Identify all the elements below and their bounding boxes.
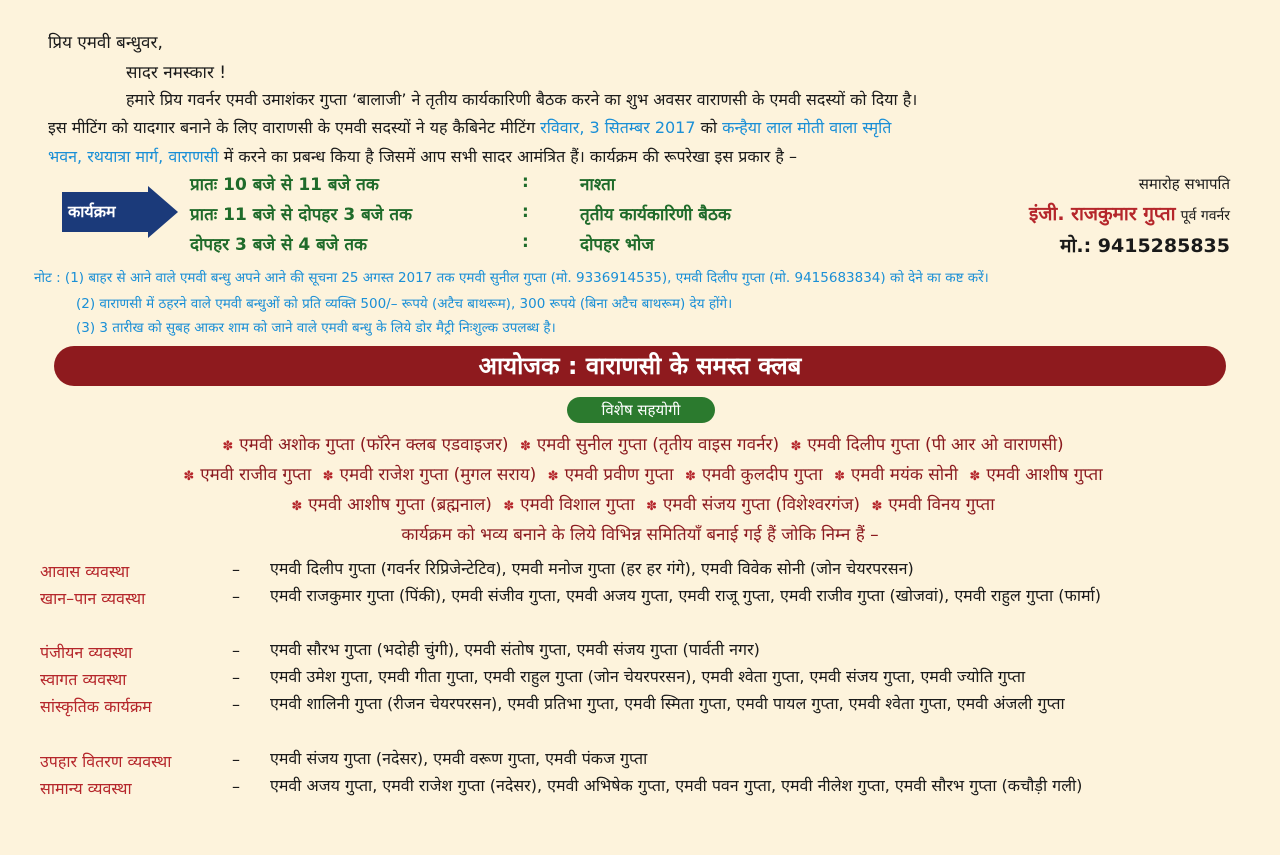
committee-name: आवास व्यवस्था [40, 562, 130, 581]
committee-members: एमवी सौरभ गुप्ता (भदोही चुंगी), एमवी संतोष गुप्ता, एमवी संजय गुप्ता (पार्वती नगर) [270, 640, 760, 659]
star-icon: ✽ [519, 439, 531, 454]
helper-name: एमवी संजय गुप्ता (विशेश्वरगंज) [663, 495, 861, 515]
chair-phone: मो.: 9415285835 [1060, 235, 1230, 257]
special-helpers-row-2 [0, 462, 1280, 485]
committee-members: एमवी राजकुमार गुप्ता (पिंकी), एमवी संजीव गुप्ता, एमवी अजय गुप्ता, एमवी राजू गुप्ता, एमवी राजीव गुप्ता (खोजवां), एमवी राहुल गुप्ता (फार्मा) [270, 586, 1101, 605]
program-label: कार्यक्रम [68, 202, 116, 221]
star-icon: ✽ [291, 499, 303, 514]
schedule-time-1: प्रातः 10 बजे से 11 बजे तक [190, 175, 379, 195]
helper-name: एमवी राजेश गुप्ता (मुगल सराय) [339, 465, 537, 485]
helper-name: एमवी सुनील गुप्ता (तृतीय वाइस गवर्नर) [536, 435, 780, 455]
helper-name: एमवी विनय गुप्ता [888, 495, 995, 515]
committee-dash: – [232, 641, 240, 660]
star-icon: ✽ [834, 469, 845, 484]
note-1: नोट : (1) बाहर से आने वाले एमवी बन्धु अपने आने की सूचना 25 अगस्त 2017 तक एमवी सुनील गुप्ता (मो. 9336914535), एमवी दिलीप गुप्ता (मो. 9415683834) को देने का कष्ट करें। [34, 270, 989, 286]
star-icon: ✽ [547, 469, 559, 484]
helper-name: एमवी आशीष गुप्ता [986, 465, 1103, 485]
helper-name: एमवी मयंक सोनी [850, 465, 959, 485]
special-helpers-row-1 [0, 432, 1280, 455]
organizer-banner: आयोजक : वाराणसी के समस्त क्लब [54, 346, 1226, 386]
para3-text: में करने का प्रबन्ध किया है जिसमें आप सभी सादर आमंत्रित हैं। कार्यक्रम की रूपरेखा इस प्रकार है – [223, 147, 797, 166]
schedule-event-3: दोपहर भोज [580, 235, 654, 255]
letter-para-1: हमारे प्रिय गवर्नर एमवी उमाशंकर गुप्ता ‘बालाजी’ ने तृतीय कार्यकारिणी बैठक करने का शुभ अवसर वाराणसी के एमवी सदस्यों को दिया है। [126, 90, 918, 109]
schedule-sep-2: : [522, 202, 529, 222]
chair-role: पूर्व गवर्नर [1180, 208, 1230, 224]
special-helpers-label: विशेष सहयोगी [567, 397, 715, 423]
salutation: प्रिय एमवी बन्धुवर, [48, 33, 163, 53]
committees-intro: कार्यक्रम को भव्य बनाने के लिये विभिन्न समितियाँ बनाई गई हैं जोकि निम्न हैं – [401, 525, 879, 545]
committee-name: पंजीयन व्यवस्था [40, 643, 133, 662]
program-arrow-head-icon [148, 186, 178, 238]
schedule-event-1: नाश्ता [580, 175, 616, 195]
star-icon: ✽ [969, 469, 981, 484]
committee-members: एमवी अजय गुप्ता, एमवी राजेश गुप्ता (नदेसर), एमवी अभिषेक गुप्ता, एमवी पवन गुप्ता, एमवी नीलेश गुप्ता, एमवी सौरभ गुप्ता (कचौड़ी गली) [270, 776, 1083, 795]
venue-line-1: कन्हैया लाल मोती वाला स्मृति [722, 118, 892, 137]
letter-para-3 [48, 145, 797, 167]
helper-name: एमवी प्रवीण गुप्ता [564, 465, 674, 485]
helper-name: एमवी आशीष गुप्ता (ब्रह्मनाल) [308, 495, 492, 515]
helper-name: एमवी विशाल गुप्ता [520, 495, 635, 515]
schedule-event-2: तृतीय कार्यकारिणी बैठक [580, 205, 731, 225]
committee-members: एमवी दिलीप गुप्ता (गवर्नर रिप्रिजेन्टेटिव), एमवी मनोज गुप्ता (हर हर गंगे), एमवी विवेक सोनी (जोन चेयरपरसन) [270, 559, 914, 578]
committee-dash: – [232, 695, 240, 714]
committee-name: खान–पान व्यवस्था [40, 589, 146, 608]
chair-block [1029, 200, 1230, 226]
star-icon: ✽ [322, 469, 334, 484]
committee-name: सामान्य व्यवस्था [40, 779, 132, 798]
committee-name: सांस्कृतिक कार्यक्रम [40, 697, 152, 716]
star-icon: ✽ [222, 439, 234, 454]
committee-dash: – [232, 587, 240, 606]
helper-name: एमवी दिलीप गुप्ता (पी आर ओ वाराणसी) [807, 435, 1064, 455]
star-icon: ✽ [684, 469, 696, 484]
venue-line-2: भवन, रथयात्रा मार्ग, वाराणसी [48, 147, 219, 166]
committee-dash: – [232, 668, 240, 687]
committee-dash: – [232, 777, 240, 796]
special-helpers-row-3 [0, 492, 1280, 515]
schedule-sep-3: : [522, 232, 529, 252]
star-icon: ✽ [871, 499, 883, 514]
committee-members: एमवी उमेश गुप्ता, एमवी गीता गुप्ता, एमवी राहुल गुप्ता (जोन चेयरपरसन), एमवी श्वेता गुप्ता, एमवी संजय गुप्ता, एमवी ज्योति गुप्ता [270, 667, 1026, 686]
star-icon: ✽ [646, 499, 658, 514]
committee-members: एमवी संजय गुप्ता (नदेसर), एमवी वरूण गुप्ता, एमवी पंकज गुप्ता [270, 749, 648, 768]
schedule-sep-1: : [522, 172, 529, 192]
schedule-time-2: प्रातः 11 बजे से दोपहर 3 बजे तक [190, 205, 413, 225]
para2-connector: को [700, 118, 718, 137]
star-icon: ✽ [790, 439, 802, 454]
note-2: (2) वाराणसी में ठहरने वाले एमवी बन्धुओं को प्रति व्यक्ति 500/– रूपये (अटैच बाथरूम), 300 रूपये (बिना अटैच बाथरूम) देय होंगे। [76, 296, 733, 312]
chair-name: इंजी. राजकुमार गुप्ता [1029, 203, 1176, 225]
committee-members: एमवी शालिनी गुप्ता (रीजन चेयरपरसन), एमवी प्रतिभा गुप्ता, एमवी स्मिता गुप्ता, एमवी पायल गुप्ता, एमवी श्वेता गुप्ता, एमवी अंजली गुप्ता [270, 694, 1065, 713]
greeting: सादर नमस्कार ! [126, 63, 227, 83]
committee-name: स्वागत व्यवस्था [40, 670, 127, 689]
star-icon: ✽ [503, 499, 515, 514]
schedule-time-3: दोपहर 3 बजे से 4 बजे तक [190, 235, 368, 255]
letter-para-2 [48, 116, 891, 138]
committee-dash: – [232, 560, 240, 579]
para2-text: इस मीटिंग को यादगार बनाने के लिए वाराणसी के एमवी सदस्यों ने यह कैबिनेट मीटिंग [48, 118, 536, 137]
helper-name: एमवी राजीव गुप्ता [200, 465, 312, 485]
chair-title: समारोह सभापति [1138, 175, 1230, 193]
star-icon: ✽ [183, 469, 195, 484]
helper-name: एमवी अशोक गुप्ता (फॉरेन क्लब एडवाइजर) [239, 435, 509, 455]
meeting-date: रविवार, 3 सितम्बर 2017 [540, 118, 696, 137]
committee-dash: – [232, 750, 240, 769]
note-3: (3) 3 तारीख को सुबह आकर शाम को जाने वाले एमवी बन्धु के लिये डोर मैट्री निःशुल्क उपलब्ध है। [76, 320, 556, 336]
helper-name: एमवी कुलदीप गुप्ता [701, 465, 823, 485]
committee-name: उपहार वितरण व्यवस्था [40, 752, 172, 771]
